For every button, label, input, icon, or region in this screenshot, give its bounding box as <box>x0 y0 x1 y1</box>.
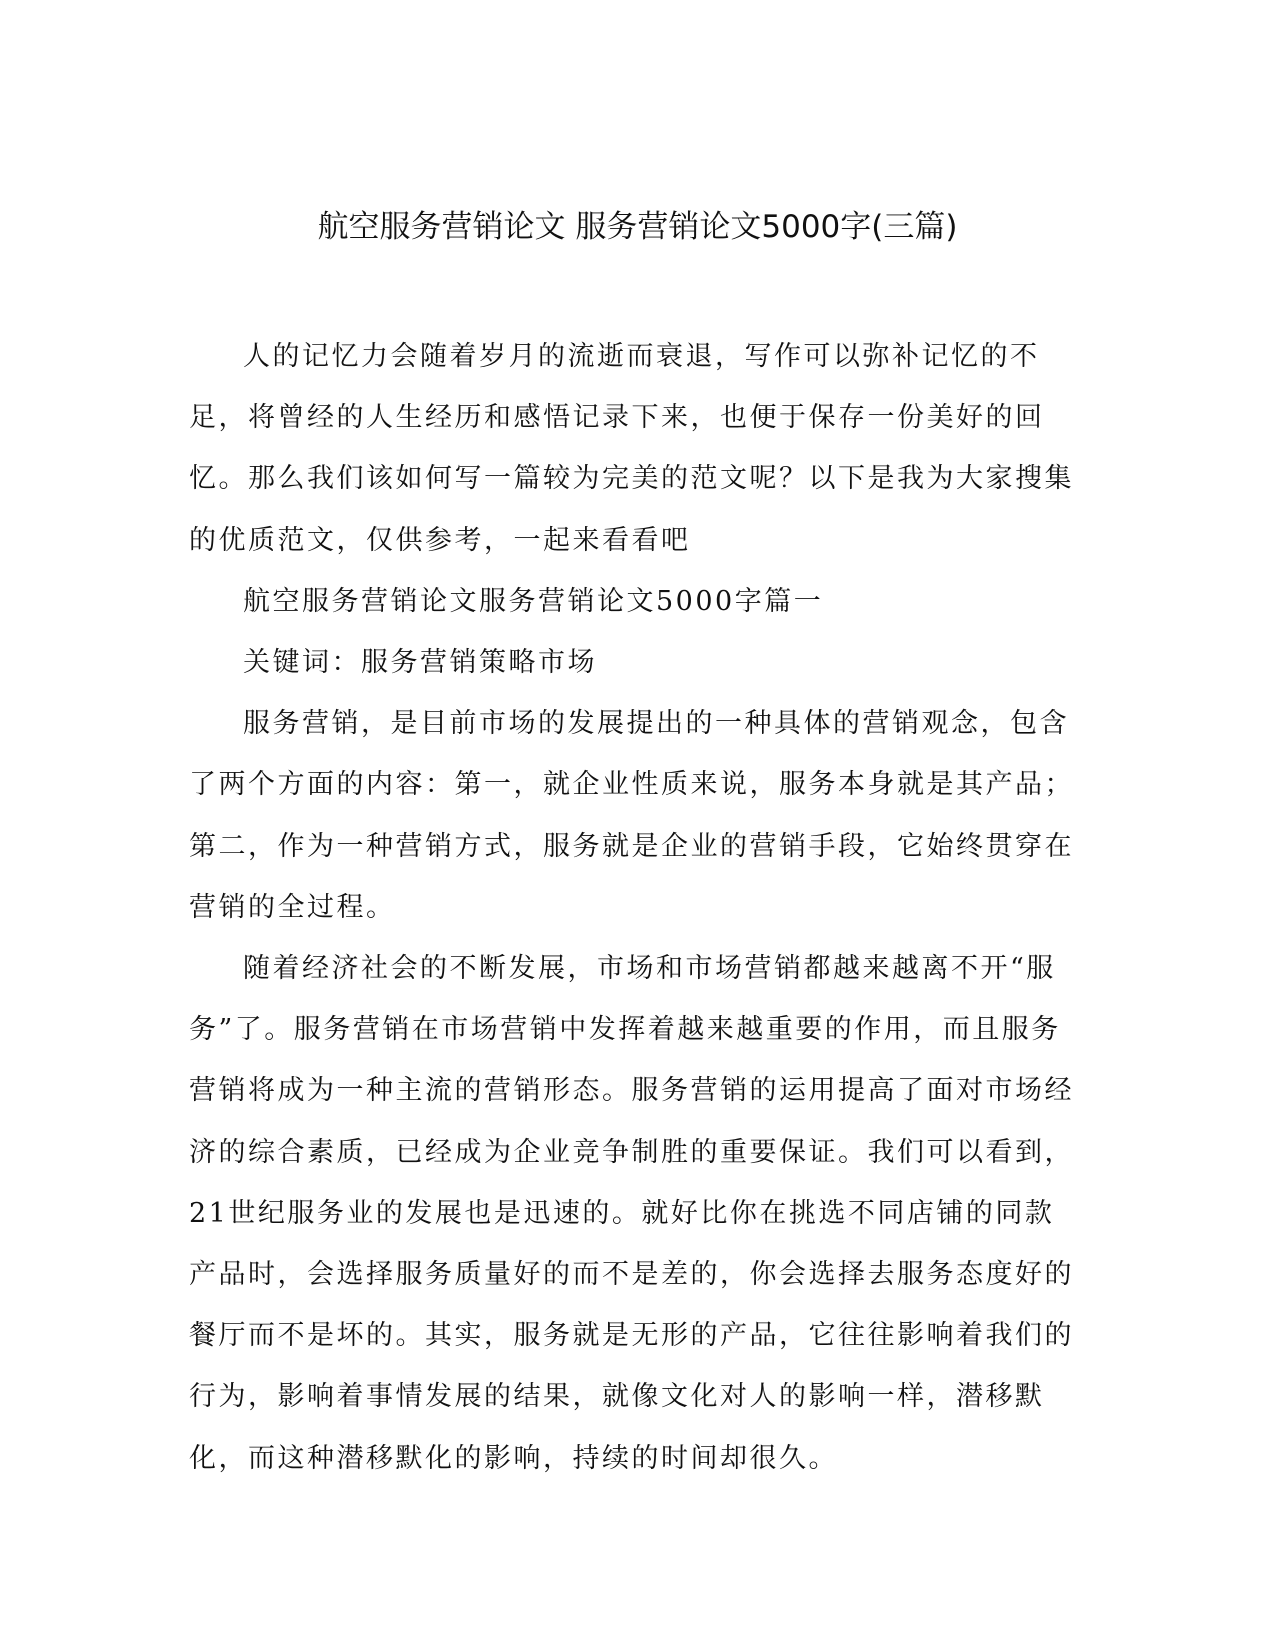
body-paragraph-2: 随着经济社会的不断发展，市场和市场营销都越来越离不开“服务”了。服务营销在市场营销中发挥着越来越重要的作用，而且服务营销将成为一种主流的营销形态。服务营销的运用提高了面对市场经济的综合素质，已经成为企业竞争制胜的重要保证。我们可以看到，21世纪服务业的发展也是迅速的。就好比你在挑选不同店铺的同款产品时，会选择服务质量好的而不是差的，你会选择去服务态度好的餐厅而不是坏的。其实，服务就是无形的产品，它往往影响着我们的行为，影响着事情发展的结果，就像文化对人的影响一样，潜移默化，而这种潜移默化的影响，持续的时间却很久。 <box>189 953 1074 1474</box>
body-paragraph-1: 服务营销，是目前市场的发展提出的一种具体的营销观念，包含了两个方面的内容：第一，就企业性质来说，服务本身就是其产品；第二，作为一种营销方式，服务就是企业的营销手段，它始终贯穿在营销的全过程。 <box>189 708 1074 923</box>
section-heading: 航空服务营销论文服务营销论文5000字篇一 <box>243 585 824 617</box>
keywords-line: 关键词：服务营销策略市场 <box>243 647 597 679</box>
document-title: 航空服务营销论文 服务营销论文5000字(三篇) <box>317 209 958 245</box>
document-body <box>189 326 1075 1489</box>
intro-paragraph: 人的记忆力会随着岁月的流逝而衰退，写作可以弥补记忆的不足，将曾经的人生经历和感悟记录下来，也便于保存一份美好的回忆。那么我们该如何写一篇较为完美的范文呢？以下是我为大家搜集的优质范文，仅供参考，一起来看看吧 <box>189 341 1074 556</box>
